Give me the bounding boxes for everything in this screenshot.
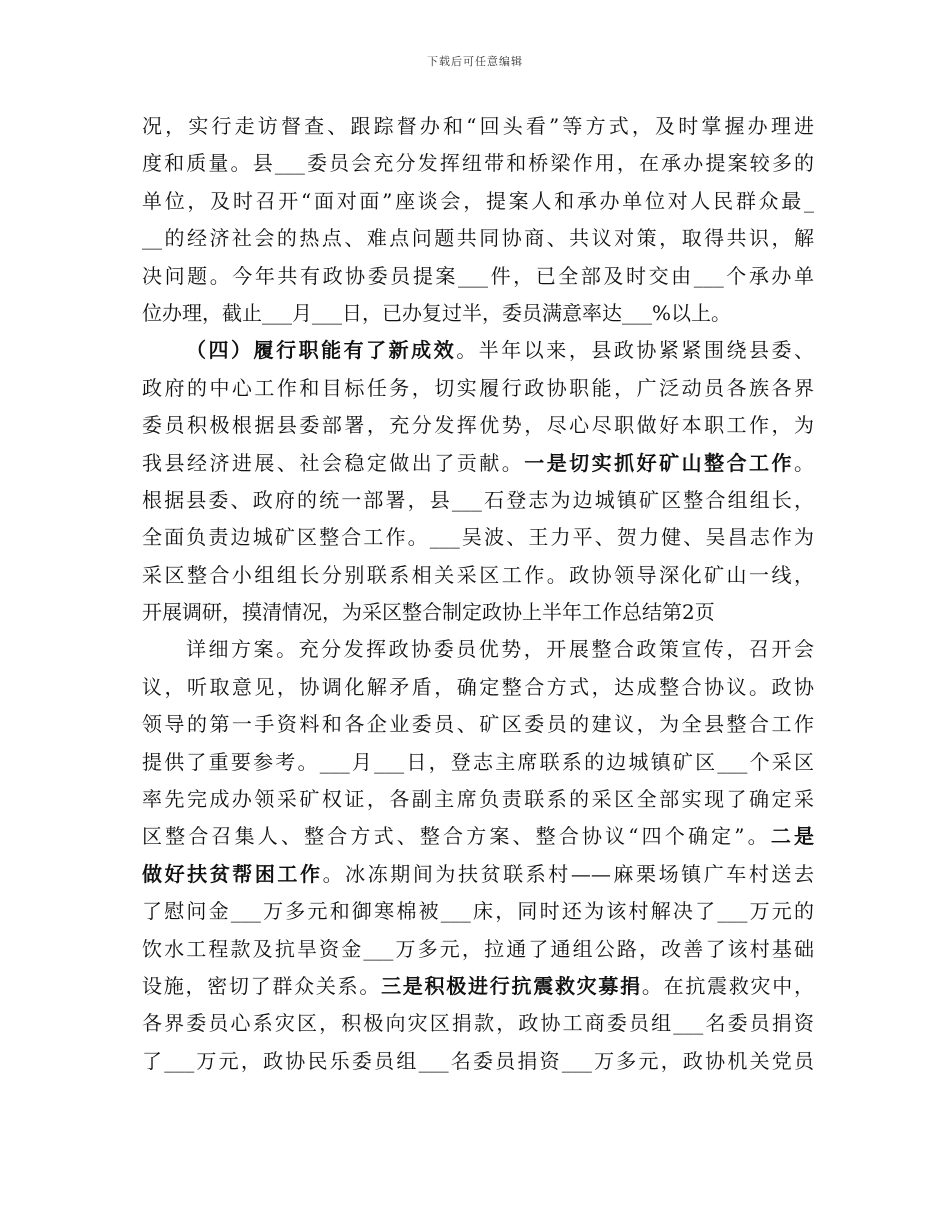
text-line: 全面负责边城矿区整合工作。___吴波、王力平、贺力健、吴昌志作为	[142, 525, 814, 550]
text-line: 位办理，截止___月___日，已办复过半，委员满意率达___%以上。	[142, 300, 732, 325]
page-header: 下载后可任意编辑	[427, 55, 523, 68]
text-line: 政府的中心工作和目标任务，切实履行政协职能，广泛动员各族各界	[142, 375, 814, 400]
text-line: 各界委员心系灾区，积极向灾区捐款，政协工商委员组___名委员捐资	[142, 1011, 814, 1036]
text-line: 饮水工程款及抗旱资金___万多元，拉通了通组公路，改善了该村基础	[142, 936, 814, 961]
text-line: 了慰问金___万多元和御寒棉被___床，同时还为该村解决了___万元的	[142, 899, 814, 924]
bold-point: 二是	[770, 824, 814, 849]
document-body	[142, 108, 814, 1080]
text-line: 率先完成办领采矿权证，各副主席负责联系的采区全部实现了确定采	[142, 787, 814, 812]
text-line: 提供了重要参考。___月___日，登志主席联系的边城镇矿区___个采区	[142, 749, 814, 774]
bold-point: 三是积极进行抗震救灾募捐	[381, 973, 642, 998]
text-line: 根据县委、政府的统一部署，县___石登志为边城镇矿区整合组组长，	[142, 487, 814, 512]
bold-point: 一是切实抓好矿山整合工作	[524, 450, 795, 475]
text-line: 领导的第一手资料和各企业委员、矿区委员的建议，为全县整合工作	[142, 712, 814, 737]
section-heading-line: （四）履行职能有了新成效。半年以来，县政协紧紧围绕县委、	[186, 338, 814, 363]
text-line: 议，听取意见，协调化解矛盾，确定整合方式，达成整合协议。政协	[142, 674, 814, 699]
text-line: 开展调研，摸清情况，为采区整合制定政协上半年工作总结第2页	[142, 600, 715, 625]
bold-point: 做好扶贫帮困工作	[142, 861, 323, 886]
text-line: 单位，及时召开“面对面”座谈会，提案人和承办单位对人民群众最_	[142, 188, 814, 213]
text-line: 设施，密切了群众关系。三是积极进行抗震救灾募捐。在抗震救灾中，	[142, 973, 814, 998]
text-line: 况，实行走访督查、跟踪督办和“回头看”等方式，及时掌握办理进	[142, 114, 814, 138]
text-line: 了___万元，政协民乐委员组___名委员捐资___万多元，政协机关党员	[142, 1048, 814, 1073]
text-line: 采区整合小组组长分别联系相关采区工作。政协领导深化矿山一线，	[142, 562, 814, 587]
text-line: 委员积极根据县委部署，充分发挥优势，尽心尽职做好本职工作，为	[142, 413, 814, 438]
text-line: 度和质量。县___委员会充分发挥纽带和桥梁作用，在承办提案较多的	[142, 151, 814, 176]
section-heading: （四）履行职能有了新成效	[186, 338, 457, 363]
text-line: 区整合召集人、整合方式、整合方案、整合协议“四个确定”。二是	[142, 824, 814, 849]
text-line: 我县经济进展、社会稳定做出了贡献。一是切实抓好矿山整合工作。	[142, 450, 814, 475]
text-line: 详细方案。充分发挥政协委员优势，开展整合政策宣传，召开会	[186, 637, 814, 662]
text-line: 做好扶贫帮困工作。冰冻期间为扶贫联系村——麻栗场镇广车村送去	[142, 861, 814, 886]
text-line: 决问题。今年共有政协委员提案___件，已全部及时交由___个承办单	[142, 263, 814, 288]
text-line: __的经济社会的热点、难点问题共同协商、共议对策，取得共识，解	[142, 226, 814, 251]
